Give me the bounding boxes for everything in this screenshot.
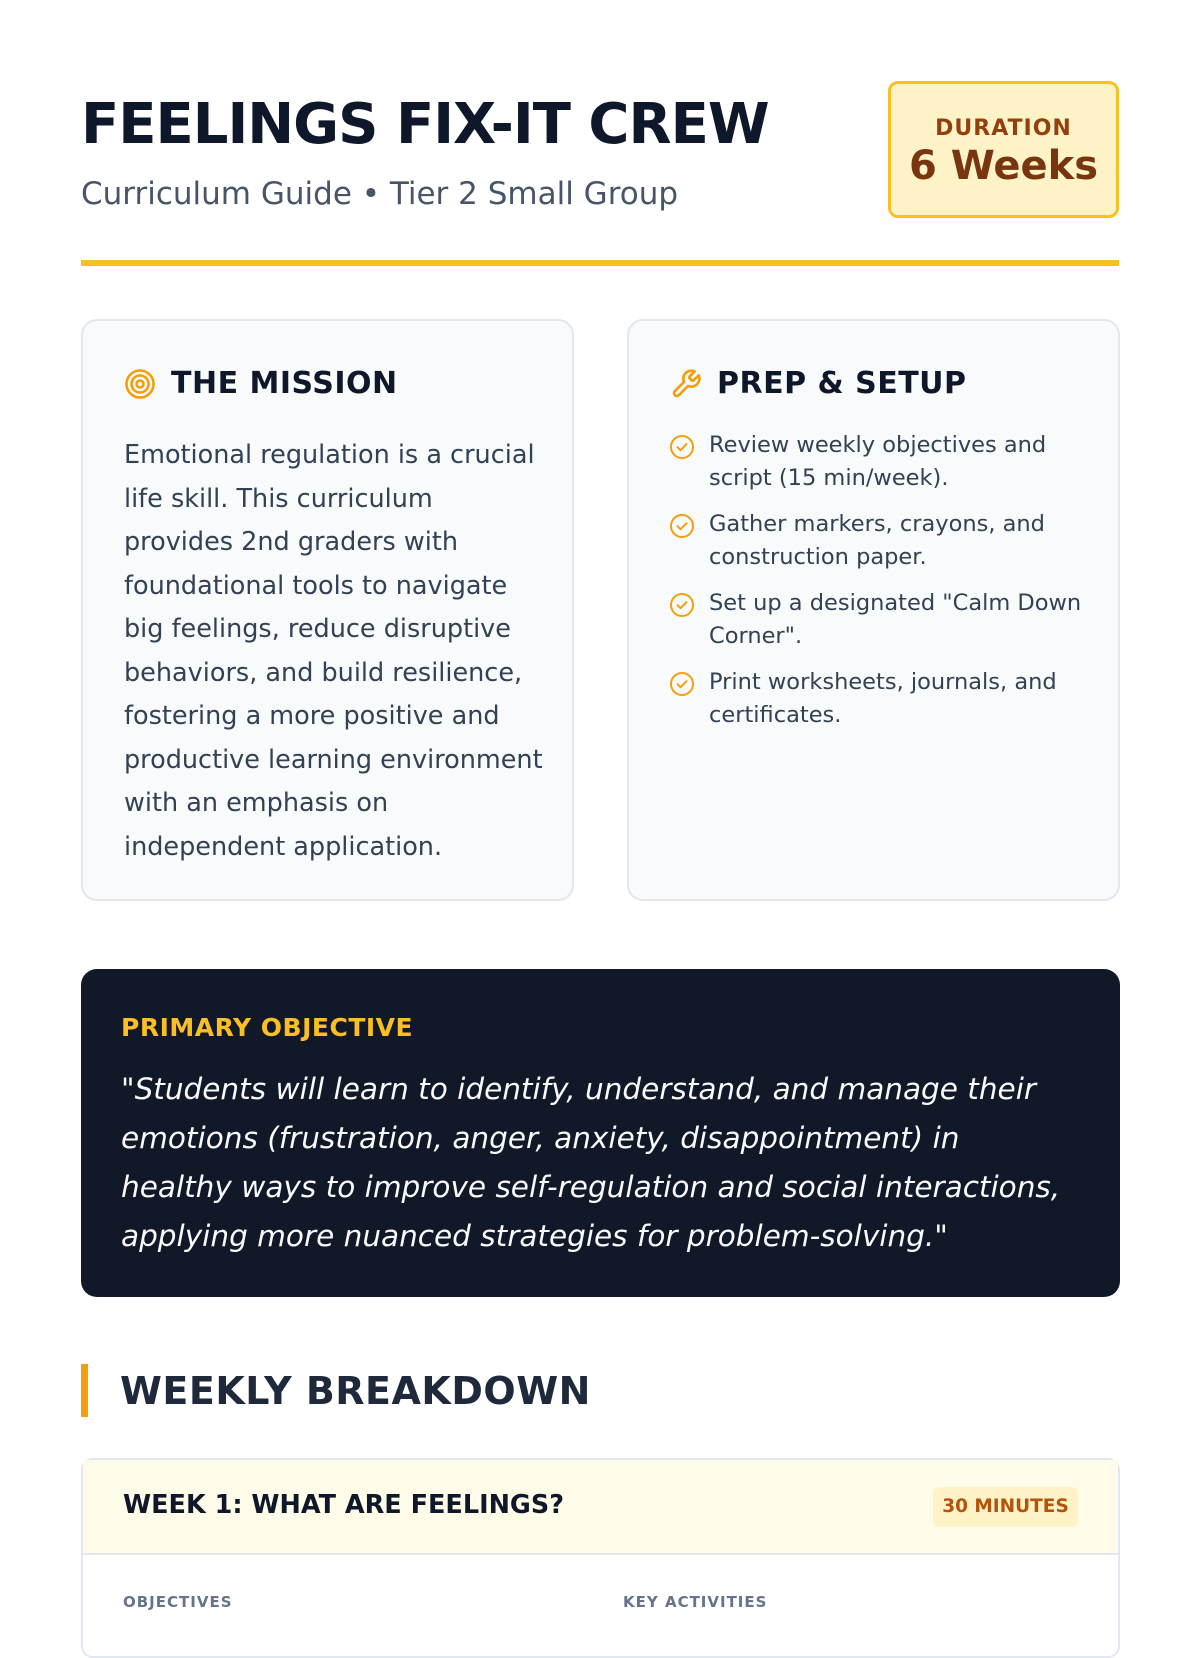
prep-item-text: Gather markers, crayons, and construction paper. [709,511,1045,570]
info-cards [81,319,1120,901]
prep-item [669,587,1094,653]
objective-quote: "Students will learn to identify, understand, and manage their emotions (frustration, anger, anxiety, disappointment) in healthy ways to improve self-regulation and social interactions, applying more nuanced strategies for problem-solving." [121,1072,1061,1253]
duration-value: 6 Weeks [908,143,1099,189]
week-duration-badge: 30 MINUTES [933,1487,1078,1527]
duration-label: DURATION [935,116,1072,141]
check-circle-icon [669,671,695,697]
page-title: FEELINGS FIX-IT CREW [81,92,769,157]
page-subtitle: Curriculum Guide • Tier 2 Small Group [81,176,679,212]
prep-checklist [669,429,1094,745]
section-title: WEEKLY BREAKDOWN [120,1368,591,1413]
primary-objective-panel [81,969,1120,1297]
prep-item-text: Set up a designated "Calm Down Corner". [709,590,1082,649]
check-circle-icon [669,434,695,460]
check-circle-icon [669,513,695,539]
prep-item [669,429,1094,495]
mission-card [81,319,574,901]
prep-card [627,319,1120,901]
mission-text: Emotional regulation is a crucial life skill. This curriculum provides 2nd graders with foundational tools to navigate big feelings, reduce disruptive behaviors, and build resilience, fostering a more positive and productive learning environment with an emphasis on independent application. [124,440,543,862]
weekly-breakdown-heading [81,1364,591,1417]
prep-item-text: Review weekly objectives and script (15 min/week). [709,432,1047,491]
mission-card-header [124,366,398,401]
duration-badge [888,81,1119,218]
mission-title: THE MISSION [171,366,398,401]
week-card-header [83,1460,1118,1555]
prep-title: PREP & SETUP [717,366,967,401]
target-icon [124,368,156,400]
week-card [81,1458,1120,1658]
wrench-icon [670,368,702,400]
prep-card-header [670,366,967,401]
objective-label: PRIMARY OBJECTIVE [121,1013,414,1042]
prep-item-text: Print worksheets, journals, and certificates. [709,669,1057,728]
page-header [81,0,1119,266]
prep-item [669,508,1094,574]
prep-item [669,666,1094,732]
week-activities-label: KEY ACTIVITIES [623,1593,768,1611]
check-circle-icon [669,592,695,618]
week-objectives-label: OBJECTIVES [123,1593,233,1611]
week-title: WEEK 1: WHAT ARE FEELINGS? [123,1490,565,1520]
